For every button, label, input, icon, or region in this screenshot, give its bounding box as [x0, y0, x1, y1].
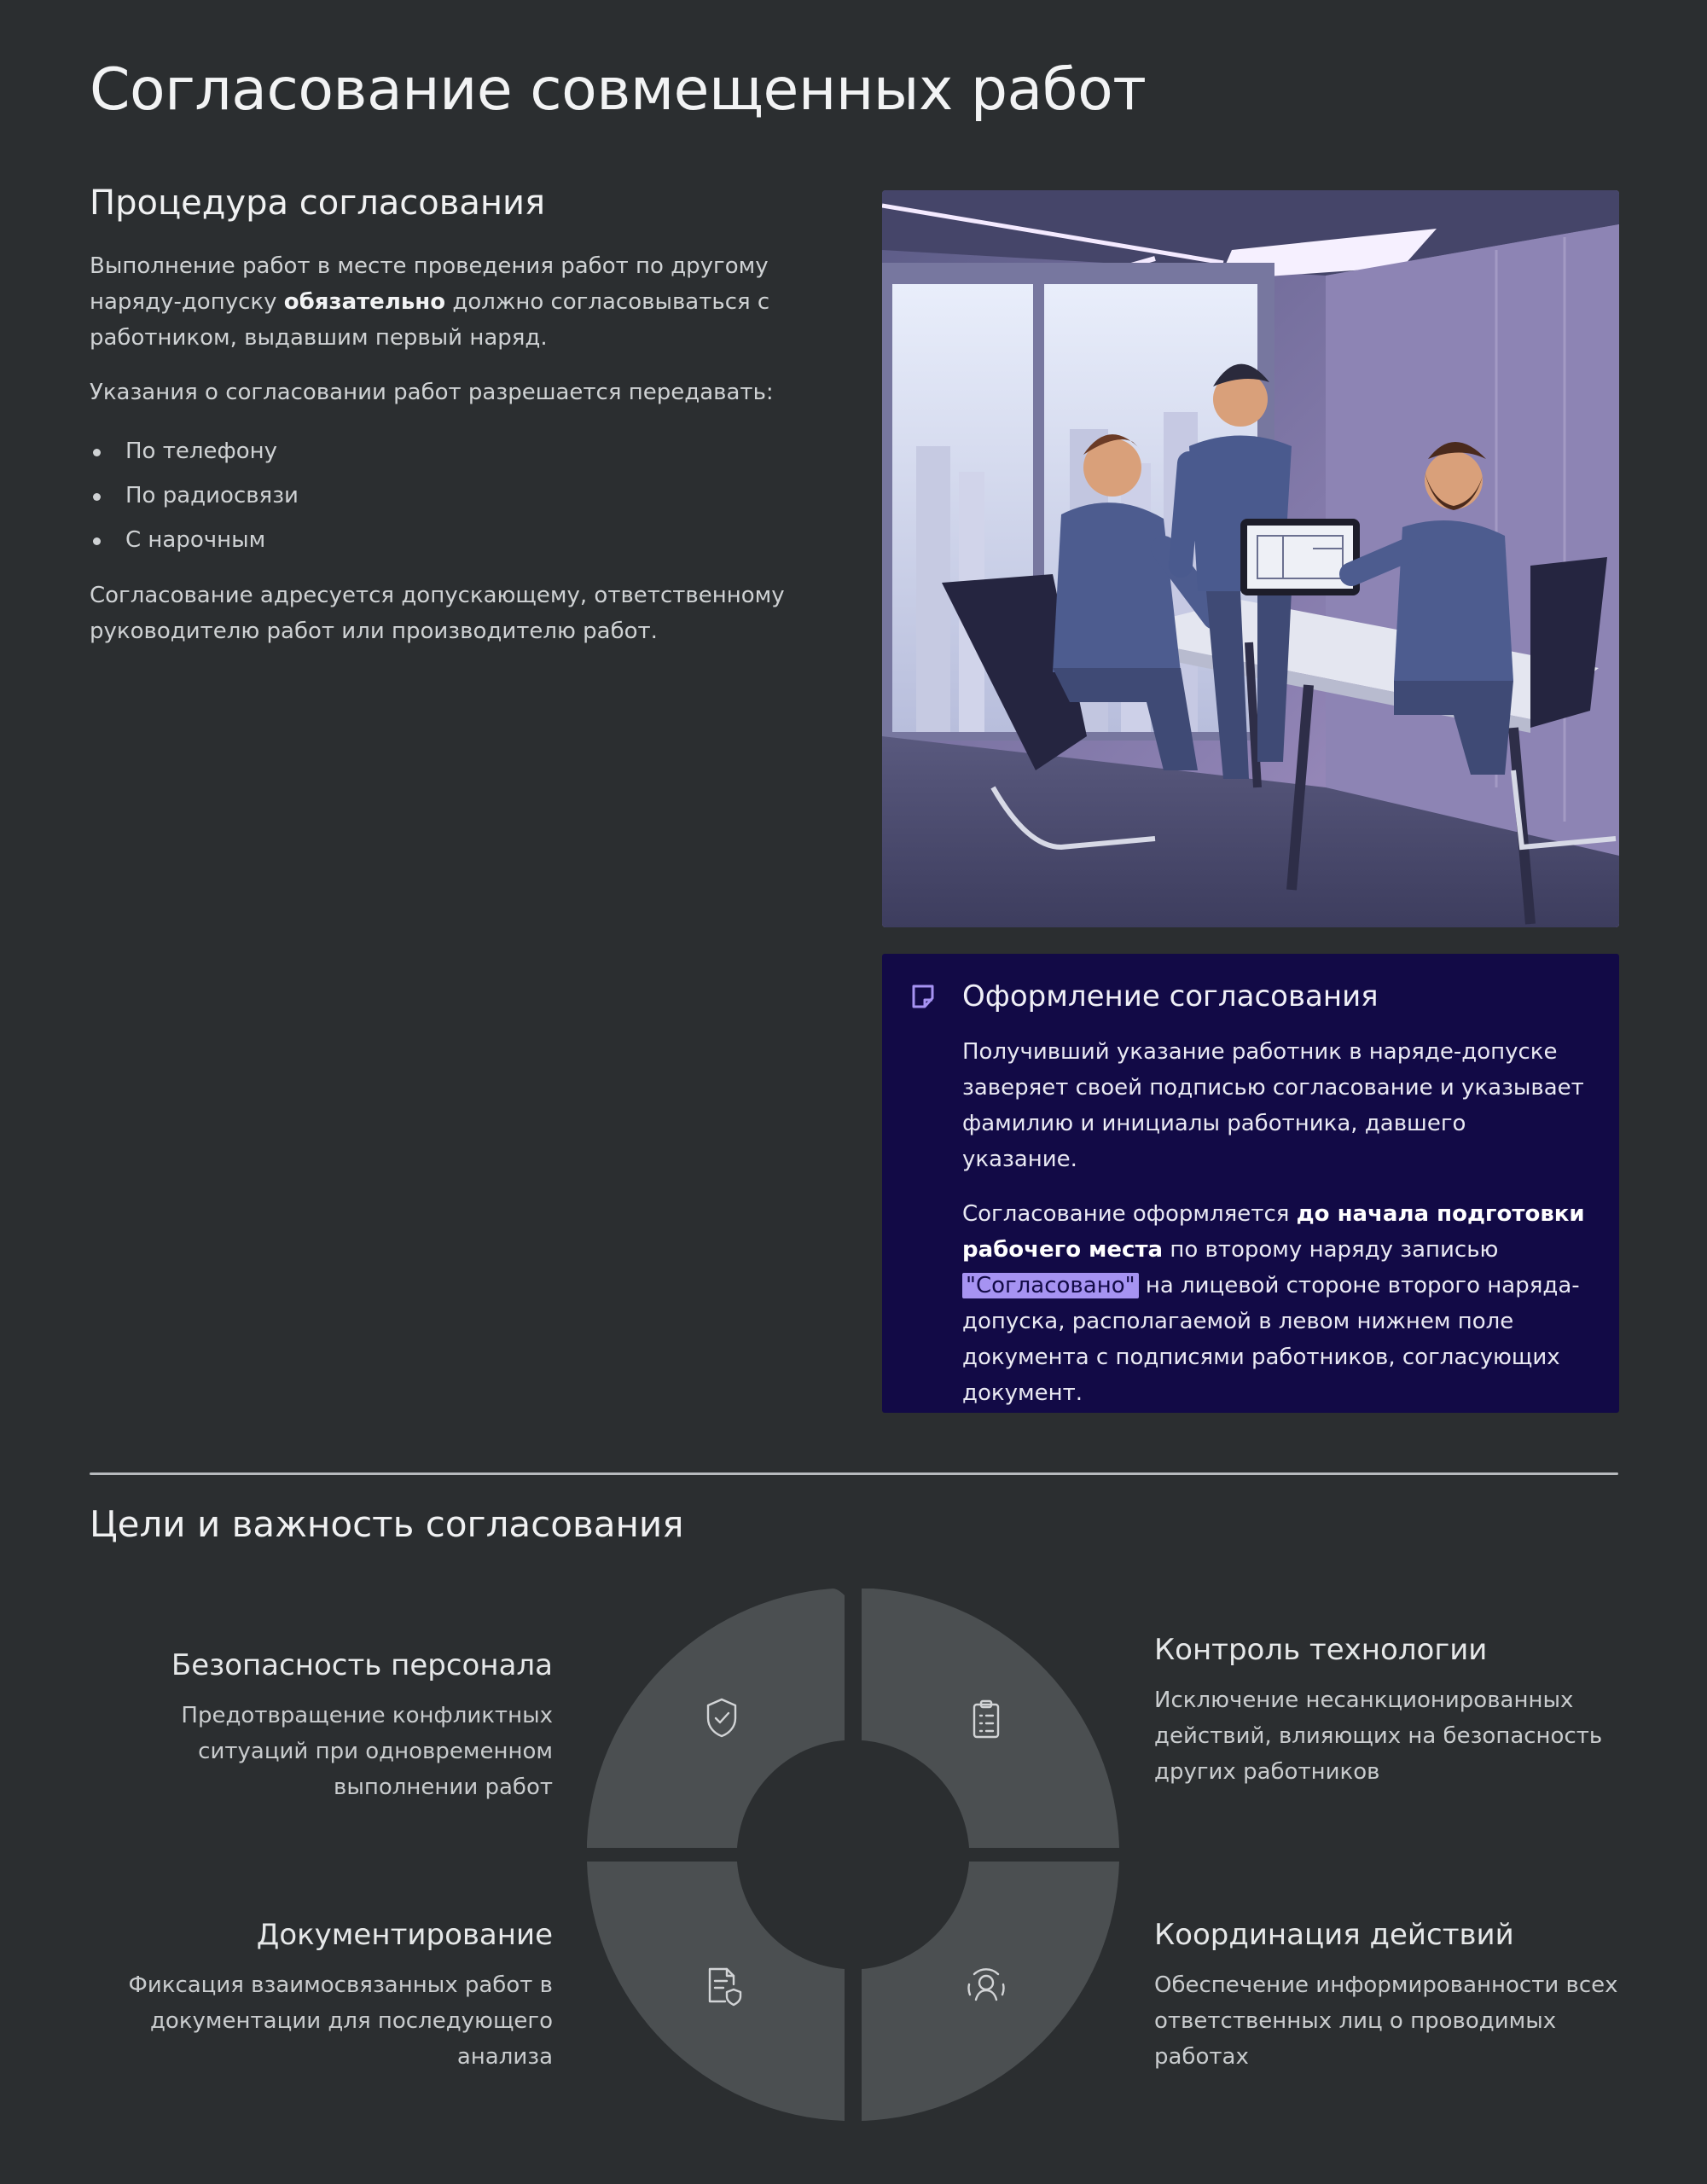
goals-heading: Цели и важность согласования [90, 1503, 684, 1545]
page-title: Согласование совмещенных работ [90, 56, 1147, 124]
list-item: По телефону [90, 429, 840, 473]
goal-title: Документирование [256, 1918, 553, 1952]
list-item: По радиосвязи [90, 473, 840, 518]
emphasis-text: до начала подготовки рабочего места [962, 1201, 1585, 1263]
goal-title: Безопасность персонала [171, 1648, 553, 1682]
goal-description: Фиксация взаимосвязанных работ в документации для последующего анализа [128, 1972, 553, 2070]
wheel-segment-bottom-left [587, 1862, 845, 2121]
goal-documentation [75, 1918, 553, 2075]
callout-paragraph-1: Получивший указание работник в наряде-допуске заверяет своей подписью согласование и указывает фамилию и инициалы работника, давшего указание. [962, 1039, 1584, 1172]
highlight-mark: "Согласовано" [962, 1273, 1139, 1298]
text-run: должно согласовываться с работником, выдавшим первый наряд. [90, 289, 770, 351]
goal-description: Предотвращение конфликтных ситуаций при одновременном выполнении работ [181, 1703, 553, 1800]
note-icon [909, 983, 937, 1010]
list-item: С нарочным [90, 518, 840, 562]
goal-description: Исключение несанкционированных действий, влияющих на безопасность других работников [1154, 1687, 1603, 1785]
emphasis-text: обязательно [283, 289, 446, 315]
goal-coordination [1154, 1918, 1632, 2075]
goal-title: Контроль технологии [1154, 1633, 1488, 1667]
callout-title: Оформление согласования [962, 979, 1379, 1014]
wheel-segment-top-right [862, 1589, 1119, 1848]
text-run: Согласование оформляется [962, 1201, 1297, 1227]
procedure-heading: Процедура согласования [90, 183, 546, 223]
procedure-section [90, 183, 840, 668]
callout-box [882, 954, 1619, 1413]
goal-title: Координация действий [1154, 1918, 1514, 1952]
goals-wheel [585, 1587, 1121, 2123]
text-run: по второму наряду записью [1163, 1237, 1499, 1263]
procedure-paragraph-1 [90, 248, 840, 356]
text-run: Выполнение работ в месте проведения работ по другому наряду-допуску [90, 253, 769, 315]
goal-tech-control [1154, 1633, 1632, 1790]
meeting-illustration [882, 190, 1619, 927]
goal-safety [75, 1648, 553, 1805]
procedure-paragraph-3: Согласование адресуется допускающему, ответственному руководителю работ или производителю работ. [90, 583, 785, 644]
goal-description: Обеспечение информированности всех ответственных лиц о проводимых работах [1154, 1972, 1618, 2070]
procedure-paragraph-2: Указания о согласовании работ разрешается передавать: [90, 380, 774, 405]
methods-list [90, 429, 840, 562]
callout-paragraph-2 [962, 1196, 1585, 1411]
section-divider [90, 1472, 1618, 1475]
text-run: на лицевой стороне второго наряда-допуска, располагаемой в левом нижнем поле документа с подписями работников, согласующих документ. [962, 1273, 1580, 1406]
